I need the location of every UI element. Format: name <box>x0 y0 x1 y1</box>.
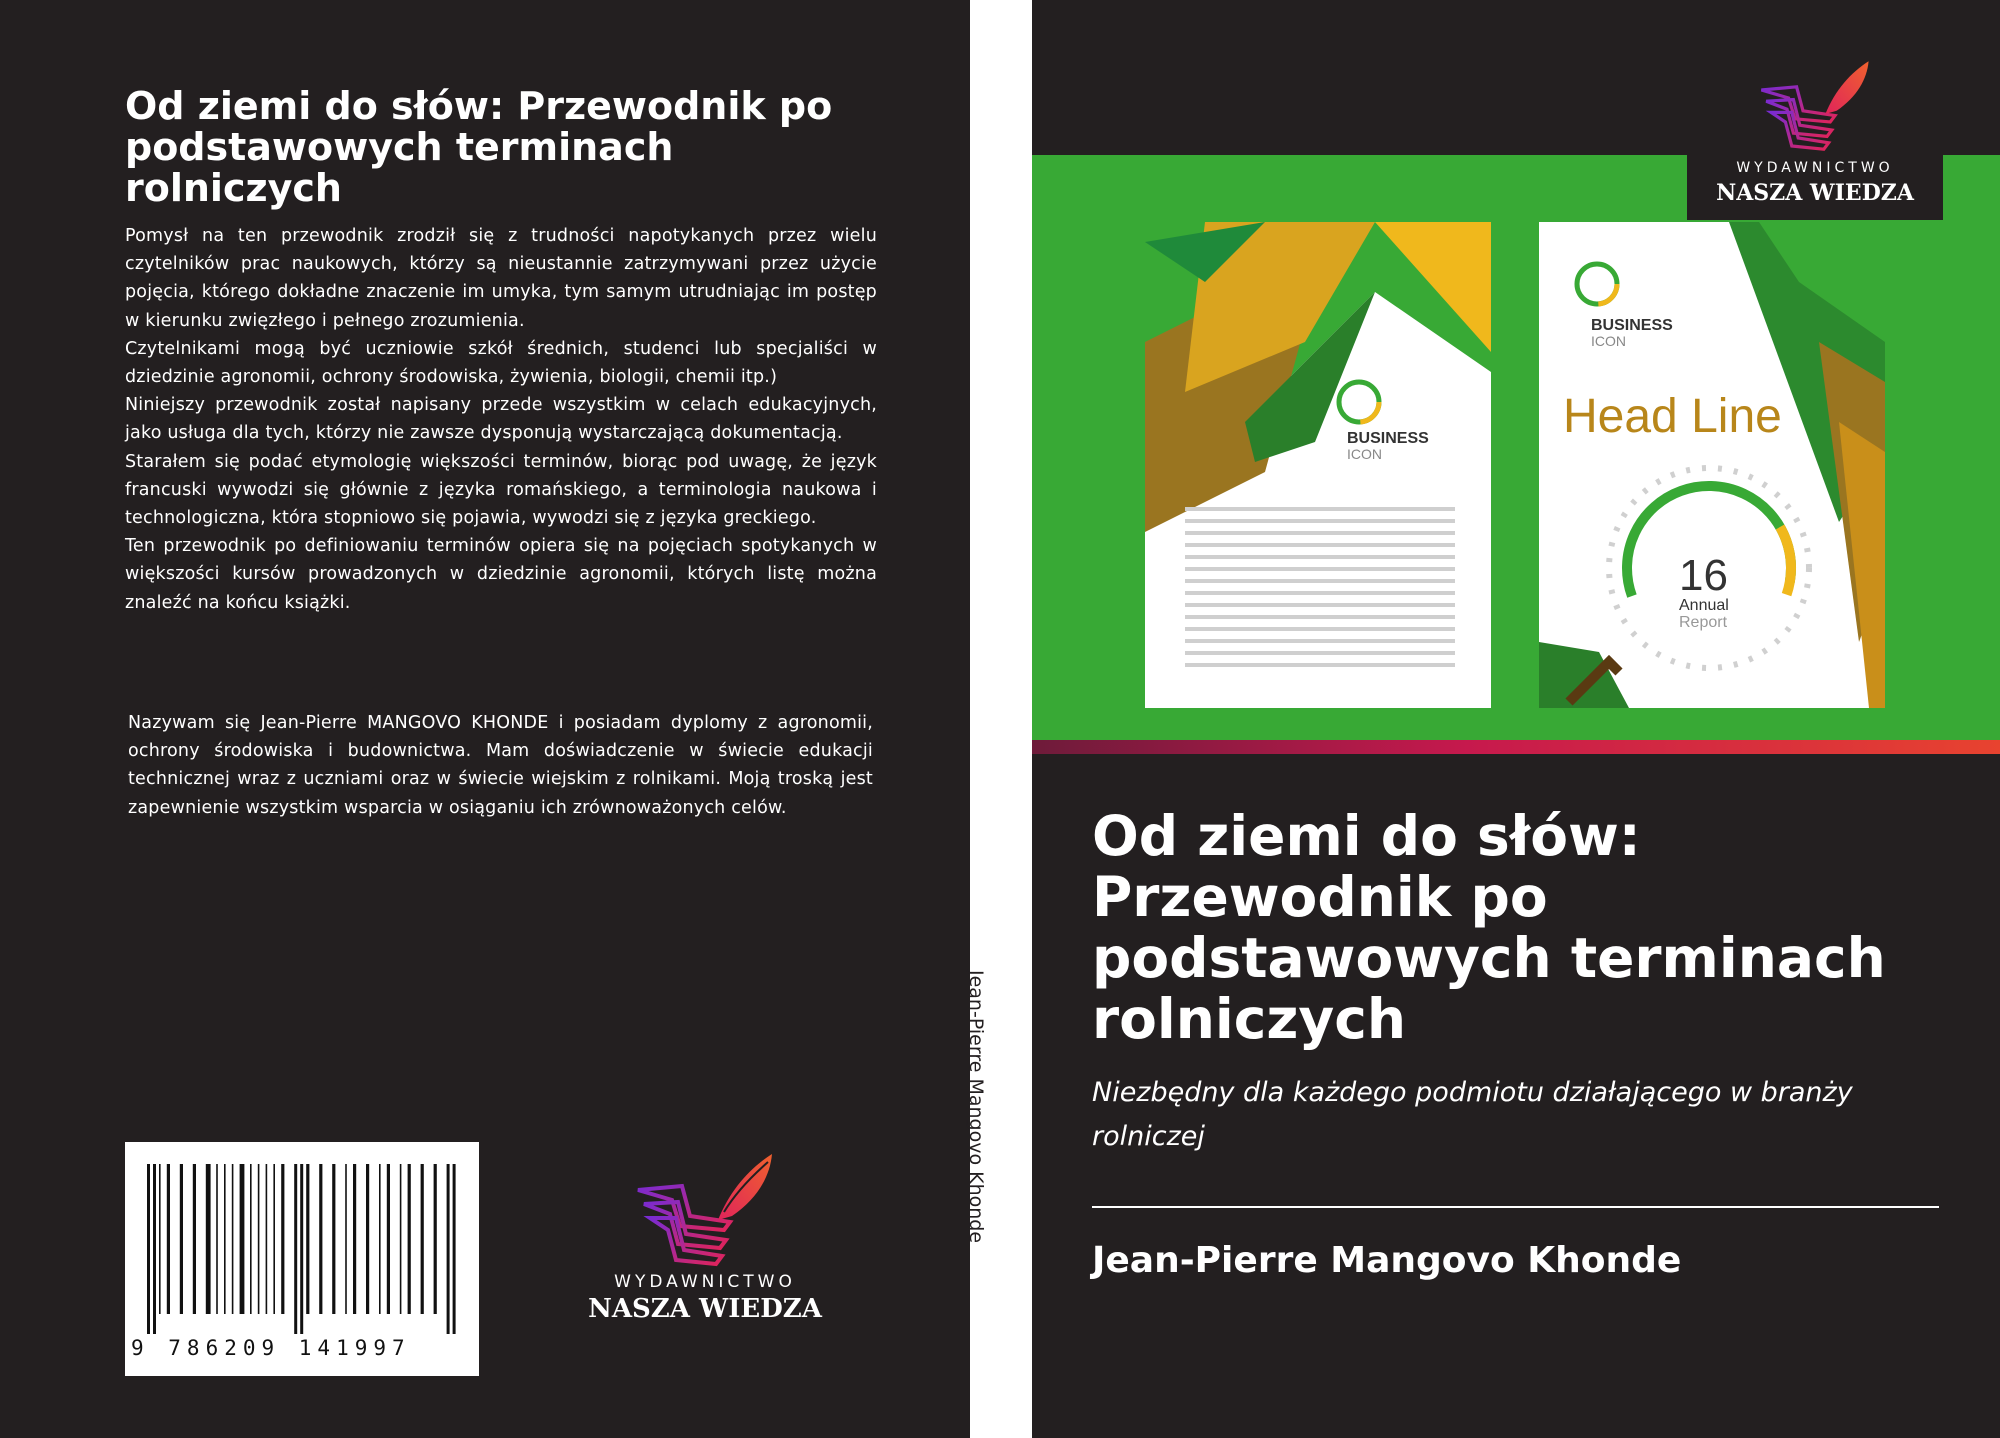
barcode-bar <box>167 1164 170 1314</box>
publisher-logo-back <box>560 1150 850 1324</box>
description-paragraph: Ten przewodnik po definiowaniu terminów opiera się na pojęciach spotykanych w większości kursów prowadzonych w dziedzinie agronomii, których listę można znaleźć na końcu książki. <box>125 536 877 613</box>
title-divider <box>1092 1206 1939 1208</box>
barcode-bar <box>216 1164 218 1314</box>
description-paragraph: Niniejszy przewodnik został napisany przede wszystkim w celach edukacyjnych, jako usługa dla tych, którzy nie zawsze dysponują wystarczającą dokumentacją. <box>125 395 877 444</box>
left-report-card <box>1145 222 1491 708</box>
right-card-headline: Head Line <box>1563 390 1782 443</box>
barcode-bar <box>400 1164 402 1314</box>
barcode-bar <box>345 1164 347 1314</box>
publisher-logo-front <box>1687 50 1943 220</box>
barcode-bar <box>306 1164 309 1314</box>
barcode-bar <box>300 1164 303 1334</box>
barcode-bar <box>421 1164 424 1314</box>
left-card-brand-1: BUSINESS <box>1347 430 1429 447</box>
barcode-bar <box>434 1164 437 1314</box>
barcode-bars <box>143 1164 461 1334</box>
isbn-number: 9 786209 141997 <box>131 1336 411 1360</box>
right-card-label-1: Annual <box>1679 597 1729 614</box>
publisher-label: WYDAWNICTWO <box>614 1272 796 1292</box>
back-cover-title: Od ziemi do słów: Przewodnik po podstawowych terminach rolniczych <box>125 84 833 210</box>
right-card-label-2: Report <box>1679 614 1728 631</box>
barcode-bar <box>180 1164 183 1314</box>
publisher-name: NASZA WIEDZA <box>588 1294 822 1324</box>
back-cover <box>0 0 970 1438</box>
cover-artwork <box>1145 222 1921 716</box>
barcode-bar <box>387 1164 390 1314</box>
barcode-bar <box>273 1164 275 1314</box>
barcode-bar <box>294 1164 297 1334</box>
barcode-bar <box>332 1164 335 1314</box>
description-paragraph: Starałem się podać etymologię większości terminów, biorąc pod uwagę, że język francuski wywodzi się głównie z języka romańskiego, a terminologia naukowa i technologiczna, która stopniowo się pojawia, wywodzi się z języka greckiego. <box>125 451 877 529</box>
barcode-bar <box>232 1164 234 1314</box>
front-cover-subtitle: Niezbędny dla każdego podmiotu działającego w branży rolniczej <box>1092 1077 1853 1152</box>
spine-author: Jean-Pierre Mangovo Khonde <box>965 970 987 1244</box>
barcode-bar <box>453 1164 456 1334</box>
barcode-bar <box>366 1164 369 1314</box>
right-card-brand-2: ICON <box>1591 333 1626 349</box>
barcode-bar <box>266 1164 268 1314</box>
book-quill-logo-icon <box>1747 54 1883 158</box>
front-cover-title: Od ziemi do słów: Przewodnik po podstawowych terminach rolniczych <box>1092 804 1886 1051</box>
right-report-card <box>1539 222 1885 708</box>
barcode-bar <box>250 1164 252 1314</box>
isbn-barcode <box>125 1142 479 1376</box>
front-cover <box>1032 0 2000 1438</box>
barcode-bar <box>319 1164 322 1314</box>
author-bio: Nazywam się Jean-Pierre MANGOVO KHONDE i posiadam dyplomy z agronomii, ochrony środowiska i budownictwa. Mam doświadczenie w świecie edukacji technicznej wraz z uczniami oraz w świecie wiejskim z rolnikami. Moją troską jest zapewnienie wszystkim wsparcia w osiąganiu ich zrównoważonych celów. <box>128 713 873 818</box>
barcode-bar <box>447 1164 450 1334</box>
front-cover-author: Jean-Pierre Mangovo Khonde <box>1092 1240 1682 1281</box>
barcode-bar <box>353 1164 356 1314</box>
barcode-bar <box>258 1164 260 1314</box>
right-card-number: 16 <box>1679 551 1728 600</box>
barcode-bar <box>379 1164 381 1314</box>
barcode-bar <box>224 1164 226 1314</box>
back-cover-description <box>125 222 877 617</box>
barcode-bar <box>281 1164 284 1314</box>
description-paragraph: Czytelnikami mogą być uczniowie szkół średnich, studenci lub specjaliści w dziedzinie agronomii, ochrony środowiska, żywienia, biologii, chemii itp.) <box>125 338 877 388</box>
barcode-bar <box>159 1164 161 1314</box>
barcode-bar <box>153 1164 156 1334</box>
barcode-bar <box>206 1164 211 1314</box>
barcode-bar <box>193 1164 196 1314</box>
barcode-bar <box>147 1164 150 1334</box>
barcode-bar <box>240 1164 245 1314</box>
cover-color-stripe <box>1032 740 2000 754</box>
publisher-name: NASZA WIEDZA <box>1716 180 1914 206</box>
publisher-label: WYDAWNICTWO <box>1736 160 1894 176</box>
barcode-bar <box>408 1164 411 1314</box>
description-paragraph: Pomysł na ten przewodnik zrodził się z trudności napotykanych przez wielu czytelników prac naukowych, którzy są nieustannie zatrzymywani przez użycie pojęcia, którego dokładne znaczenie im umyka, tym samym utrudniając im postęp w kierunku zwięzłego i pełnego zrozumienia. <box>125 226 877 331</box>
right-card-brand-1: BUSINESS <box>1591 317 1673 334</box>
left-card-brand-2: ICON <box>1347 446 1382 462</box>
book-quill-logo-icon <box>620 1150 790 1270</box>
